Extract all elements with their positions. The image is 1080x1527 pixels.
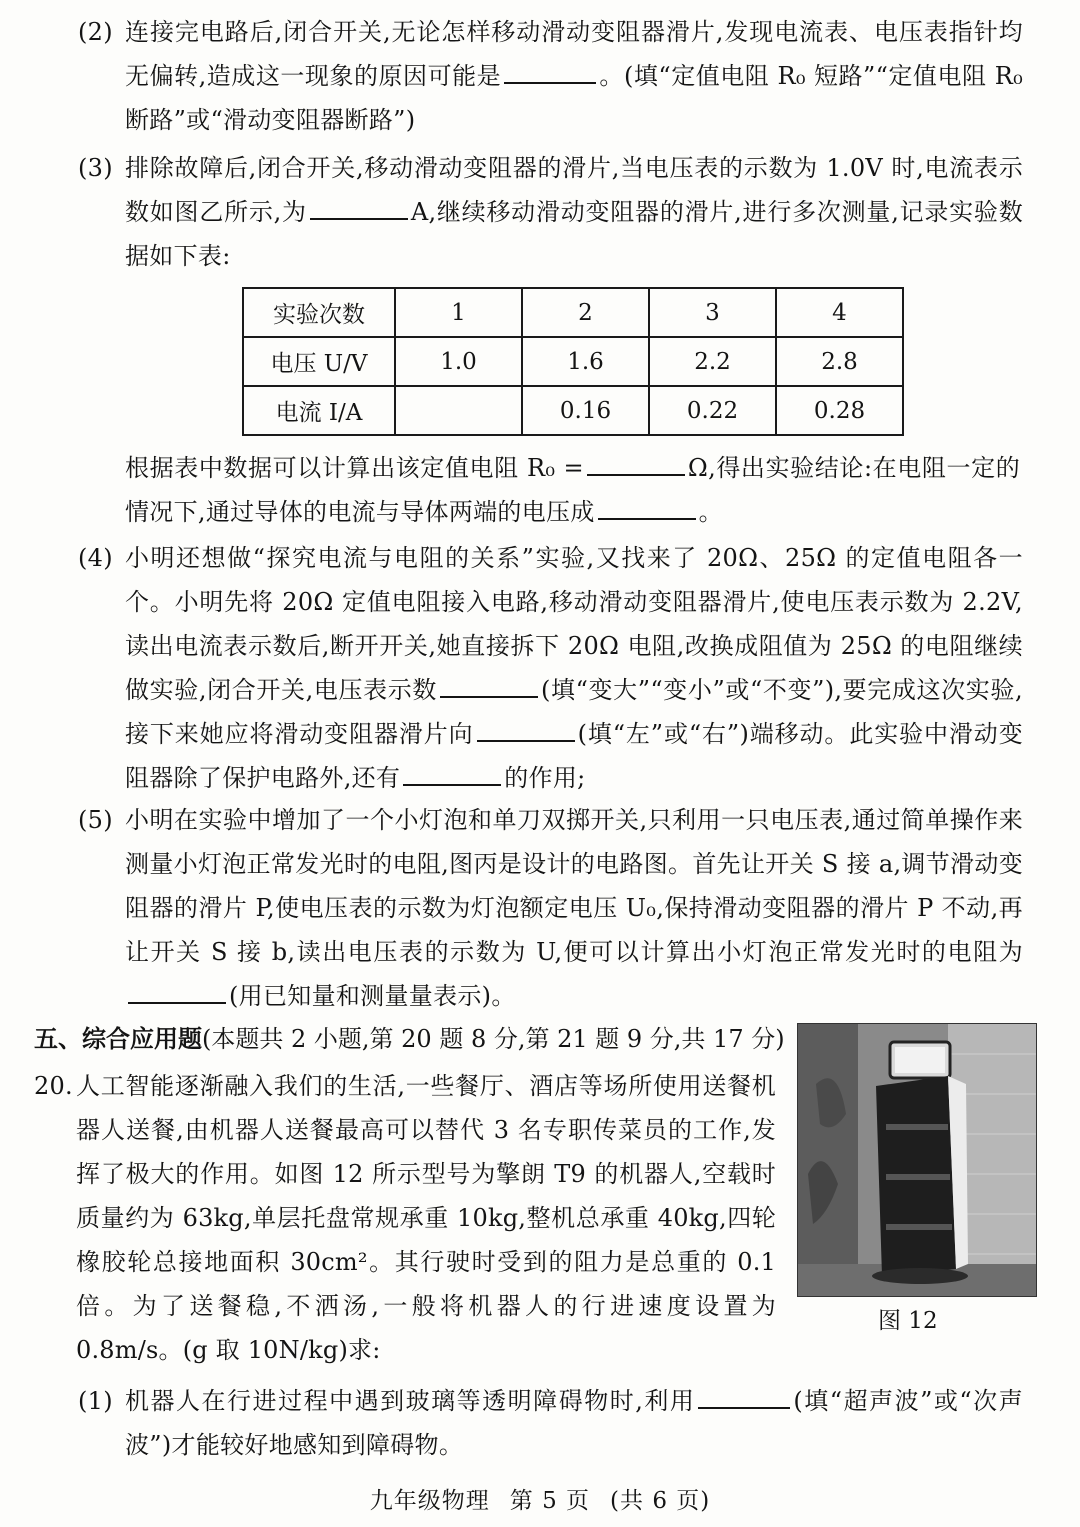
question-number: (4) bbox=[78, 544, 113, 572]
question-3-continued bbox=[125, 446, 1020, 534]
table-cell: 0.28 bbox=[776, 386, 903, 435]
question-text: 小明还想做“探究电流与电阻的关系”实验,又找来了 20Ω、25Ω 的定值电阻各一个。小明先将 20Ω 定值电阻接入电路,移动滑动变阻器滑片,使电压表示数为 2.2V,读出电流表示数后,断开开关,她直接拆下 20Ω 电阻,改换成阻值为 25Ω 的电阻继续做实验,闭合开关,电压表示数 bbox=[125, 544, 1023, 704]
table-cell: 2 bbox=[522, 288, 649, 337]
question-text: (填“左”或“右”)端移动。此实验中滑动变阻器除了保护电路外,还有 bbox=[125, 720, 1024, 792]
question-text: 排除故障后,闭合开关,移动滑动变阻器的滑片,当电压表的示数为 1.0V 时,电流表示数如图乙所示,为 bbox=[125, 154, 1023, 226]
table-cell: 4 bbox=[776, 288, 903, 337]
table-row bbox=[243, 386, 903, 435]
table-cell: 0.22 bbox=[649, 386, 776, 435]
table-cell: 电流 I/A bbox=[243, 386, 395, 435]
table-row bbox=[243, 288, 903, 337]
robot-photo bbox=[797, 1023, 1037, 1297]
table-cell: 0.16 bbox=[522, 386, 649, 435]
question-text: Ω,得出实验结论:在电阻一定的情况下,通过导体的电流与导体两端的电压成 bbox=[125, 454, 1020, 526]
footer-total-pages: (共 6 页) bbox=[610, 1488, 711, 1514]
question-text: (填“超声波”或“次声波”)才能较好地感知到障碍物。 bbox=[125, 1387, 1023, 1459]
question-text: (填“变大”“变小”或“不变”),要完成这次实验,接下来她应将滑动变阻器滑片向 bbox=[125, 676, 1023, 748]
question-number: (2) bbox=[78, 18, 113, 46]
question-20-1 bbox=[78, 1379, 1023, 1467]
question-number: (3) bbox=[78, 154, 113, 182]
answer-blank[interactable] bbox=[598, 492, 696, 520]
section-heading bbox=[34, 1019, 794, 1059]
delivery-robot-illustration bbox=[798, 1024, 1036, 1296]
answer-blank[interactable] bbox=[504, 56, 596, 84]
experiment-data-table bbox=[242, 287, 904, 436]
answer-blank[interactable] bbox=[587, 448, 685, 476]
question-text: 人工智能逐渐融入我们的生活,一些餐厅、酒店等场所使用送餐机器人送餐,由机器人送餐最高可以替代 3 名专职传菜员的工作,发挥了极大的作用。如图 12 所示型号为擎朗 T9 的机器人,空载时质量约为 63kg,单层托盘常规承重 10kg,整机总承重 40kg,四轮橡胶轮总接地面积 30cm²。其行驶时受到的阻力是总重的 0.1 倍。为了送餐稳,不洒汤,一般将机器人的行进速度设置为 0.8m/s。(g 取 10N/kg)求: bbox=[76, 1072, 776, 1364]
question-5 bbox=[78, 798, 1023, 1018]
table-cell: 1.0 bbox=[395, 337, 522, 386]
figure-caption: 图 12 bbox=[878, 1308, 938, 1334]
table-row bbox=[243, 337, 903, 386]
question-text: (用已知量和测量量表示)。 bbox=[229, 982, 516, 1010]
question-4 bbox=[78, 536, 1023, 800]
answer-blank[interactable] bbox=[477, 714, 575, 742]
answer-blank[interactable] bbox=[310, 192, 408, 220]
answer-blank[interactable] bbox=[403, 758, 501, 786]
section-note: (本题共 2 小题,第 20 题 8 分,第 21 题 9 分,共 17 分) bbox=[202, 1025, 785, 1053]
section-title: 五、综合应用题 bbox=[34, 1024, 202, 1053]
question-text: 的作用; bbox=[504, 764, 586, 792]
question-text: 连接完电路后,闭合开关,无论怎样移动滑动变阻器滑片,发现电流表、电压表指针均无偏转,造成这一现象的原因可能是 bbox=[125, 18, 1023, 90]
table-cell: 电压 U/V bbox=[243, 337, 395, 386]
question-number: (5) bbox=[78, 806, 113, 834]
footer-subject: 九年级物理 bbox=[369, 1488, 490, 1514]
question-3 bbox=[78, 146, 1023, 278]
table-cell: 2.2 bbox=[649, 337, 776, 386]
answer-blank[interactable] bbox=[128, 976, 226, 1004]
question-text: 。(填“定值电阻 R₀ 短路”“定值电阻 R₀ 断路”或“滑动变阻器断路”) bbox=[125, 62, 1023, 134]
question-text: 根据表中数据可以计算出该定值电阻 R₀ = bbox=[125, 454, 584, 482]
question-text: 。 bbox=[698, 498, 723, 526]
question-number: 20. bbox=[34, 1072, 73, 1100]
table-cell: 实验次数 bbox=[243, 288, 395, 337]
question-2 bbox=[78, 10, 1023, 142]
question-number: (1) bbox=[78, 1387, 113, 1415]
table-cell: 2.8 bbox=[776, 337, 903, 386]
question-text: 小明在实验中增加了一个小灯泡和单刀双掷开关,只利用一只电压表,通过简单操作来测量小灯泡正常发光时的电阻,图丙是设计的电路图。首先让开关 S 接 a,调节滑动变阻器的滑片 P,使电压表的示数为灯泡额定电压 U₀,保持滑动变阻器的滑片 P 不动,再让开关 S 接 b,读出电压表的示数为 U,便可以计算出小灯泡正常发光时的电阻为 bbox=[125, 806, 1023, 966]
answer-blank[interactable] bbox=[698, 1381, 790, 1409]
table-cell: 1.6 bbox=[522, 337, 649, 386]
page-footer bbox=[0, 1482, 1080, 1515]
table-cell: 1 bbox=[395, 288, 522, 337]
table-cell-empty[interactable] bbox=[395, 386, 522, 435]
question-20 bbox=[34, 1064, 776, 1372]
answer-blank[interactable] bbox=[440, 670, 538, 698]
footer-page-number: 第 5 页 bbox=[509, 1488, 591, 1514]
question-text: A,继续移动滑动变阻器的滑片,进行多次测量,记录实验数据如下表: bbox=[125, 198, 1023, 270]
question-text: 机器人在行进过程中遇到玻璃等透明障碍物时,利用 bbox=[125, 1387, 696, 1415]
table-cell: 3 bbox=[649, 288, 776, 337]
